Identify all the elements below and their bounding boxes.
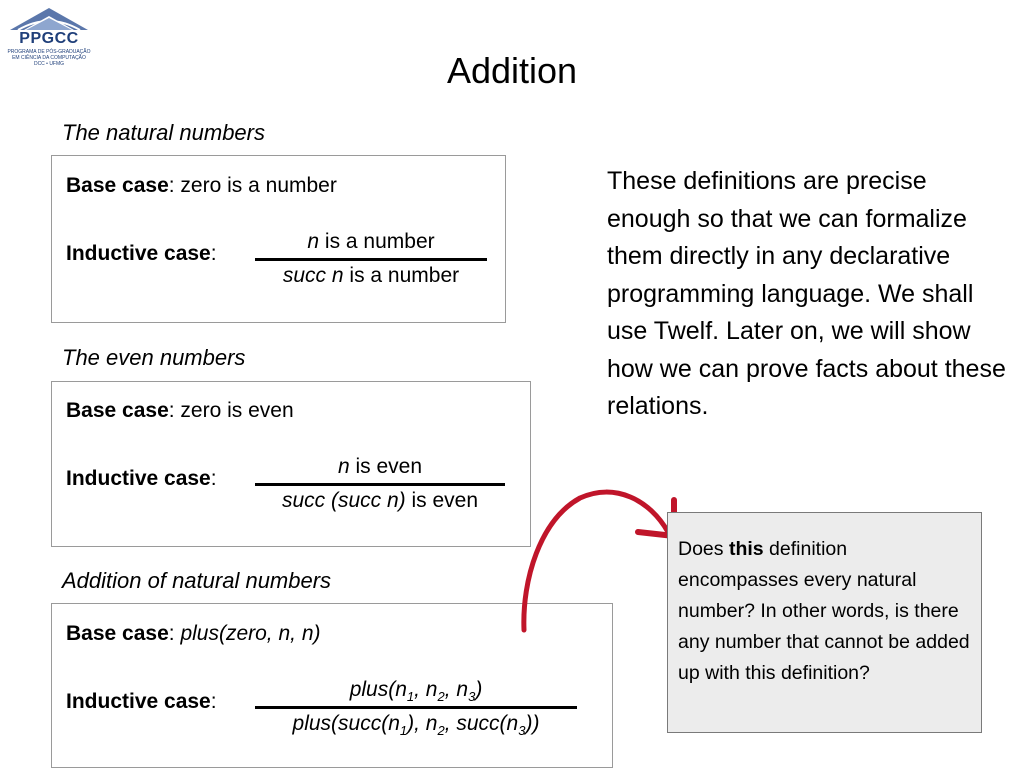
conclusion-part: )) — [525, 712, 540, 735]
callout-text-post: definition encompasses every natural number? In other words, is there any number that cannot be added up with this definition? — [678, 538, 970, 684]
logo-subtitle-line: DCC • UFMG — [33, 61, 65, 67]
inductive-case-label: Inductive case — [66, 242, 211, 265]
addition-conclusion — [250, 712, 582, 738]
conclusion-part: ), n — [407, 712, 438, 735]
base-case-expression: plus(zero, n, n) — [180, 622, 321, 645]
premise-part: , n — [414, 678, 438, 701]
even-inductive-case — [66, 467, 217, 491]
callout-emphasis: this — [728, 538, 764, 560]
addition-inference-rule — [255, 706, 577, 709]
base-case-label: Base case — [66, 174, 169, 197]
natural-premise — [255, 230, 487, 254]
slide-title: Addition — [446, 50, 578, 91]
inductive-colon: : — [210, 242, 217, 265]
base-case-label: Base case — [66, 399, 169, 422]
base-case-text: : zero is a number — [168, 174, 337, 197]
natural-inference-rule — [255, 258, 487, 261]
inductive-case-label: Inductive case — [66, 467, 211, 490]
base-case-text: : zero is even — [168, 399, 294, 422]
callout-text-pre: Does — [678, 538, 729, 560]
conclusion-subscript: 2 — [437, 723, 445, 739]
premise-part: plus(n — [349, 678, 407, 701]
conclusion-expression: succ n — [282, 264, 344, 287]
logo-name: PPGCC — [19, 30, 79, 47]
premise-variable: n — [337, 455, 350, 478]
addition-heading: Addition of natural numbers — [62, 568, 332, 593]
conclusion-subscript: 3 — [518, 723, 526, 739]
explanation-paragraph: These definitions are precise enough so that we can formalize them directly in any declarative programming language. We shall use Twelf. Later on, we will show how we can prove facts about these relations. — [607, 167, 1006, 420]
addition-premise — [255, 678, 577, 704]
conclusion-text: is a number — [343, 264, 460, 287]
conclusion-part: , succ(n — [444, 712, 519, 735]
natural-base-case — [66, 174, 337, 198]
even-premise — [255, 455, 505, 479]
premise-part: ) — [475, 678, 483, 701]
natural-inductive-case — [66, 242, 217, 266]
premise-subscript: 3 — [468, 689, 476, 705]
inductive-colon: : — [210, 690, 217, 713]
logo-subtitle-line: PROGRAMA DE PÓS-GRADUAÇÃO — [7, 49, 91, 55]
base-case-label: Base case — [66, 622, 169, 645]
conclusion-expression: succ (succ n) — [281, 489, 406, 512]
natural-conclusion — [255, 264, 487, 288]
premise-text: is a number — [319, 230, 435, 253]
addition-inductive-case — [66, 690, 217, 714]
logo-subtitle-line: EM CIÊNCIA DA COMPUTAÇÃO — [12, 55, 86, 61]
inductive-case-label: Inductive case — [66, 690, 211, 713]
premise-subscript: 2 — [437, 689, 445, 705]
natural-heading: The natural numbers — [62, 120, 265, 145]
question-callout — [667, 512, 982, 733]
inductive-colon: : — [210, 467, 217, 490]
conclusion-subscript: 1 — [399, 723, 408, 739]
base-case-colon: : — [168, 622, 181, 645]
conclusion-part: plus(succ(n — [292, 712, 400, 735]
even-conclusion — [255, 489, 505, 513]
addition-base-case — [66, 622, 321, 646]
even-base-case — [66, 399, 294, 423]
premise-text: is even — [349, 455, 423, 478]
even-inference-rule — [255, 483, 505, 486]
premise-variable: n — [307, 230, 320, 253]
premise-part: , n — [444, 678, 469, 701]
curved-arrow-icon — [510, 480, 680, 640]
conclusion-text: is even — [405, 489, 479, 512]
even-heading: The even numbers — [62, 345, 246, 370]
premise-subscript: 1 — [406, 689, 415, 705]
